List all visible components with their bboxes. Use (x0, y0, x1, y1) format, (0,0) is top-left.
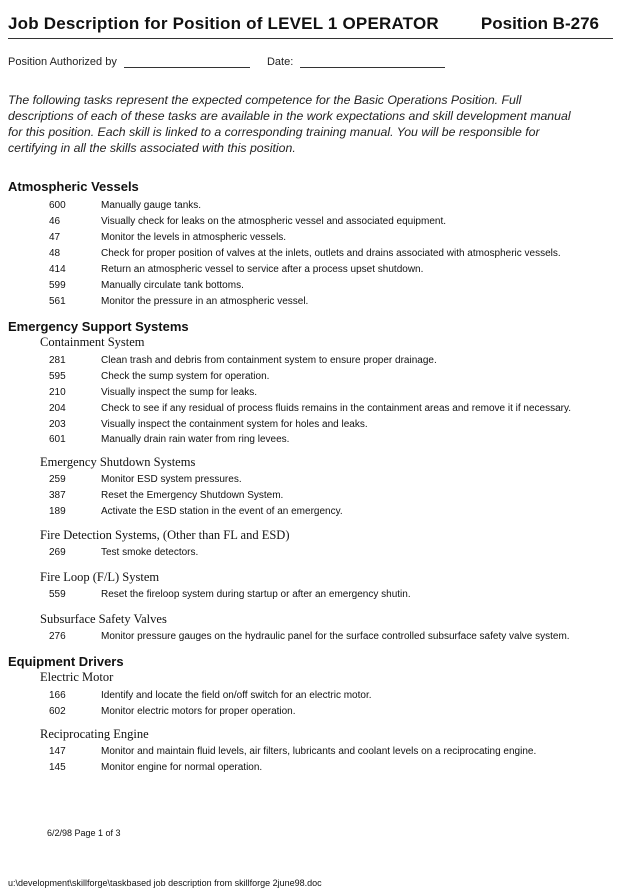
section-title: Equipment Drivers (8, 654, 124, 669)
subsection-title: Reciprocating Engine (40, 727, 149, 741)
task-description: Return an atmospheric vessel to service after a process upset shutdown. (101, 264, 424, 275)
task-description: Visually inspect the containment system for holes and leaks. (101, 419, 368, 430)
task-code: 46 (49, 216, 61, 227)
section-title: Atmospheric Vessels (8, 179, 139, 194)
task-code: 269 (49, 547, 66, 558)
task-code: 204 (49, 403, 66, 414)
task-description: Monitor the pressure in an atmospheric vessel. (101, 296, 309, 307)
task-code: 189 (49, 506, 66, 517)
date-blank (300, 56, 445, 68)
task-code: 210 (49, 387, 66, 398)
authorized-by-blank (124, 56, 250, 68)
task-code: 602 (49, 706, 66, 717)
task-code: 259 (49, 474, 66, 485)
document-title: Job Description for Position of LEVEL 1 OPERATOR (8, 14, 439, 33)
task-description: Monitor ESD system pressures. (101, 474, 242, 485)
footer-date-page: 6/2/98 Page 1 of 3 (47, 828, 121, 838)
task-description: Monitor electric motors for proper operation. (101, 706, 296, 717)
task-description: Check for proper position of valves at the inlets, outlets and drains associated with atmospheric vessels. (101, 248, 561, 259)
subsection-title: Fire Loop (F/L) System (40, 570, 160, 584)
authorization-row (8, 56, 445, 68)
task-code: 599 (49, 280, 66, 291)
task-code: 203 (49, 419, 66, 430)
task-code: 595 (49, 371, 66, 382)
position-number: Position B-276 (480, 14, 599, 33)
section-title: Emergency Support Systems (8, 319, 189, 334)
task-code: 147 (49, 746, 66, 757)
task-code: 387 (49, 490, 66, 501)
task-description: Manually drain rain water from ring levees. (101, 434, 290, 445)
task-description: Reset the Emergency Shutdown System. (101, 490, 284, 501)
task-description: Visually check for leaks on the atmospheric vessel and associated equipment. (101, 216, 447, 227)
task-description: Visually inspect the sump for leaks. (101, 387, 258, 398)
task-code: 48 (49, 248, 61, 259)
subsection-title: Electric Motor (40, 670, 114, 684)
task-description: Activate the ESD station in the event of an emergency. (101, 506, 343, 517)
task-code: 145 (49, 762, 66, 773)
subsection-title: Containment System (40, 335, 145, 349)
task-description: Manually circulate tank bottoms. (101, 280, 244, 291)
task-description: Check to see if any residual of process fluids remains in the containment areas and remove it if necessary. (101, 403, 572, 414)
task-description: Check the sump system for operation. (101, 371, 270, 382)
document-header (8, 14, 613, 39)
task-description: Test smoke detectors. (101, 547, 199, 558)
task-code: 47 (49, 232, 61, 243)
task-code: 561 (49, 296, 66, 307)
task-description: Monitor and maintain fluid levels, air filters, lubricants and coolant levels on a reciprocating engine. (101, 746, 537, 757)
task-code: 414 (49, 264, 66, 275)
subsection-title: Emergency Shutdown Systems (40, 455, 196, 469)
subsection-title: Subsurface Safety Valves (40, 612, 167, 626)
task-description: Monitor engine for normal operation. (101, 762, 263, 773)
task-description: Clean trash and debris from containment system to ensure proper drainage. (101, 355, 437, 366)
subsection-title: Fire Detection Systems, (Other than FL and ESD) (40, 528, 290, 542)
task-code: 559 (49, 589, 66, 600)
task-code: 166 (49, 690, 66, 701)
task-description: Monitor pressure gauges on the hydraulic panel for the surface controlled subsurface safety valve system. (101, 631, 570, 642)
task-description: Identify and locate the field on/off switch for an electric motor. (101, 690, 372, 701)
task-code: 601 (49, 434, 66, 445)
footer-file-path: u:\development\skillforge\taskbased job description from skillforge 2june98.doc (8, 878, 322, 888)
task-code: 281 (49, 355, 66, 366)
task-code: 600 (49, 200, 66, 211)
task-description: Manually gauge tanks. (101, 200, 202, 211)
date-label: Date: (266, 56, 294, 68)
authorized-by-label: Position Authorized by (8, 56, 117, 68)
intro-paragraph: The following tasks represent the expected competence for the Basic Operations Position. Full descriptions of each of these tasks are available in the work expectations and skill development manual for this position. Each skill is linked to a corresponding training manual. You will be responsible for certifying in all the skills associated with this position. (8, 93, 571, 155)
task-description: Reset the fireloop system during startup or after an emergency shutin. (101, 589, 411, 600)
task-code: 276 (49, 631, 66, 642)
task-description: Monitor the levels in atmospheric vessels. (101, 232, 287, 243)
